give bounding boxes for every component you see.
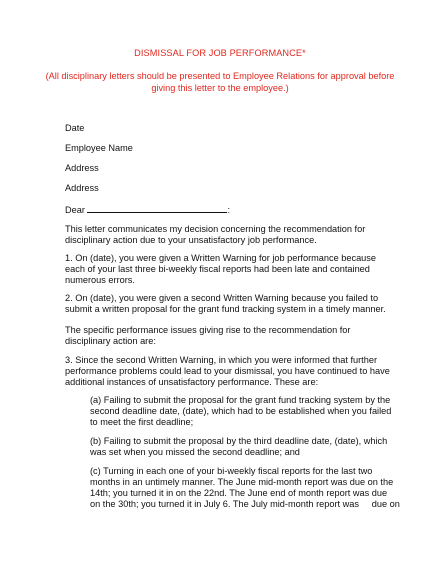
- p2-line-2: submit a written proposal for the grant fund tracking system in a timely manner.: [65, 304, 386, 314]
- item-a-line-1: (a) Failing to submit the proposal for the grant fund tracking system by the: [90, 395, 391, 405]
- approval-note: (All disciplinary letters should be presented to Employee Relations for approval before giving this letter to the employee.): [45, 71, 395, 93]
- item-c-line-3: 14th; you turned it in on the 22nd. The June end of month report was due: [90, 488, 388, 498]
- date-field: Date: [65, 123, 85, 133]
- p2-line-1: 2. On (date), you were given a second Written Warning because you failed to: [65, 293, 379, 303]
- address-field-2: Address: [65, 183, 99, 193]
- salutation: [65, 204, 230, 216]
- employee-name-field: Employee Name: [65, 143, 133, 153]
- specific-line-2: disciplinary action are:: [65, 336, 156, 346]
- specific-line-1: The specific performance issues giving rise to the recommendation for: [65, 325, 351, 335]
- item-c-line-4: on the 30th; you turned it in July 6. The July mid-month report was due on: [90, 499, 400, 509]
- recipient-blank-line: [87, 204, 227, 213]
- salutation-word: Dear: [65, 205, 85, 215]
- item-b-line-1: (b) Failing to submit the proposal by the third deadline date, (date), which: [90, 436, 388, 446]
- item-b-line-2: was set when you missed the second deadline; and: [90, 447, 300, 457]
- p3-line-3: additional instances of unsatisfactory performance. These are:: [65, 377, 319, 387]
- p1-line-2: each of your last three bi-weekly fiscal reports had been late and contained: [65, 264, 370, 274]
- item-a-line-2: second deadline date, (date), which had to be established when you failed: [90, 406, 392, 416]
- p1-line-1: 1. On (date), you were given a Written Warning for job performance because: [65, 253, 376, 263]
- intro-line-2: disciplinary action due to your unsatisfactory job performance.: [65, 235, 317, 245]
- address-field-1: Address: [65, 163, 99, 173]
- salutation-colon: :: [227, 205, 231, 215]
- p1-line-3: numerous errors.: [65, 275, 135, 285]
- letter-title: DISMISSAL FOR JOB PERFORMANCE*: [134, 48, 306, 58]
- item-a-line-3: to meet the first deadline;: [90, 417, 194, 427]
- item-c-line-1: (c) Turning in each one of your bi-weekly fiscal reports for the last two: [90, 466, 373, 476]
- item-c-line-2: months in an untimely manner. The June mid-month report was due on the: [90, 477, 394, 487]
- p3-line-2: performance problems could lead to your dismissal, you have continued to have: [65, 366, 390, 376]
- p3-line-1: 3. Since the second Written Warning, in which you were informed that further: [65, 355, 378, 365]
- intro-line-1: This letter communicates my decision concerning the recommendation for: [65, 224, 366, 234]
